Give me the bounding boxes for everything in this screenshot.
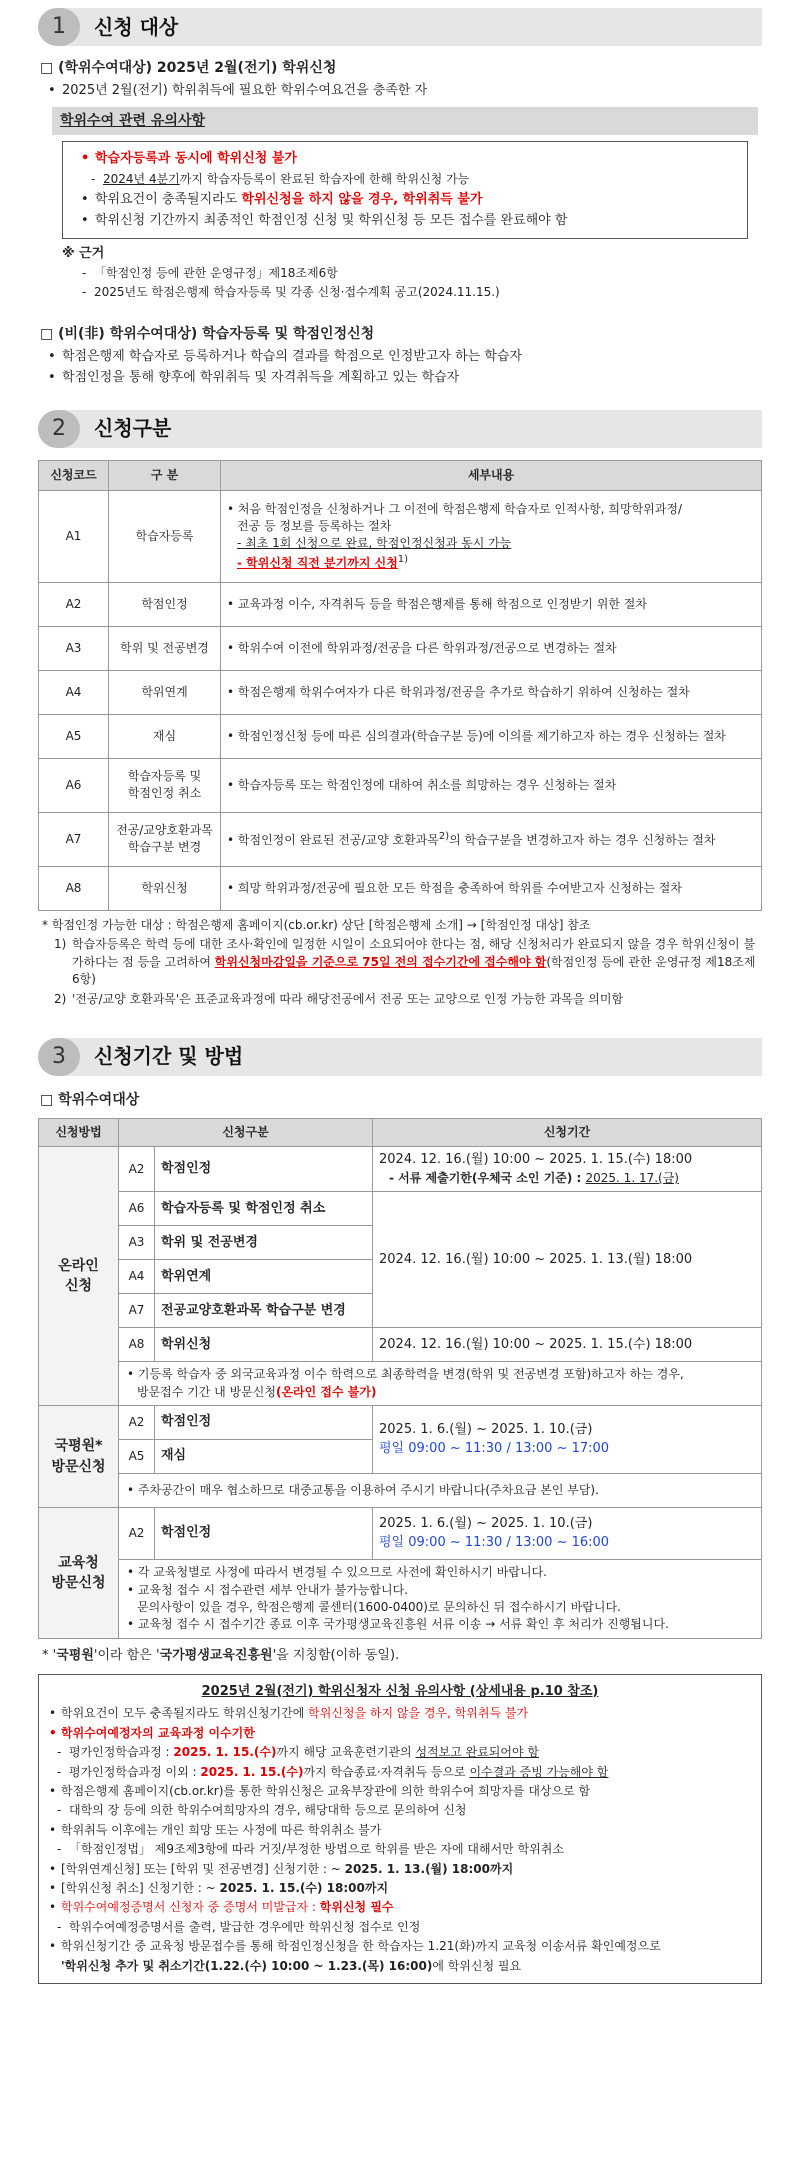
caution-item: • [학위연계신청] 또는 [학위 및 전공변경] 신청기한 : ~ 2025. 1. 13.(월) 18:00까지 (49, 1861, 751, 1878)
table-row: A6 학습자등록 및 학점인정 취소 2024. 12. 16.(월) 10:00 ~ 2025. 1. 13.(월) 18:00 (39, 1192, 762, 1226)
schedule-title: 학위수여대상 (58, 1091, 140, 1108)
caution-subitem: - 「학점인정법」 제9조제3항에 따라 거짓/부정한 방법으로 학위를 받은 자에 대해서만 학위취소 (57, 1841, 751, 1858)
caution-item-continued: '학위신청 추가 및 취소기간(1.22.(수) 10:00 ~ 1.23.(목) 16:00)에 학위신청 필요 (61, 1958, 522, 1973)
caution-item: • 학위수여예정증명서 신청자 중 증명서 미발급자 : 학위신청 필수 (49, 1899, 751, 1916)
table-row: 국평원* 방문신청 A2 학점인정 2025. 1. 6.(월) ~ 2025. 1. 10.(금) 평일 09:00 ~ 11:30 / 13:00 ~ 17:00 (39, 1406, 762, 1440)
basis-title: ※ 근거 (62, 246, 105, 262)
schedule-table (38, 1118, 762, 1639)
non-degree-bullet-1: • 학점은행제 학습자로 등록하거나 학습의 결과를 학점으로 인정받고자 하는 학습자 (46, 348, 762, 367)
degree-notice-title: 학위수여 관련 유의사항 (52, 107, 758, 135)
method-edu-office: 교육청 방문신청 (39, 1508, 119, 1639)
section-3-title: 신청기간 및 방법 (94, 1044, 244, 1069)
notice-bullet-2: • 학위요건이 충족될지라도 학위신청을 하지 않을 경우, 학위취득 불가 (79, 191, 739, 210)
table-row: A3 학위 및 전공변경 (39, 1226, 762, 1260)
notice-bullet-1: • 학습자등록과 동시에 학위신청 불가 (79, 150, 739, 169)
table-row: A8 학위신청 2024. 12. 16.(월) 10:00 ~ 2025. 1. 15.(수) 18:00 (39, 1328, 762, 1362)
caution-subitem: - 학위수여예정증명서를 출력, 발급한 경우에만 학위신청 접수로 인정 (57, 1919, 751, 1936)
degree-target-title: (학위수여대상) 2025년 2월(전기) 학위신청 (58, 60, 337, 76)
caution-subitem: - 평가인정학습과정 : 2025. 1. 15.(수)까지 해당 교육훈련기관의 성적보고 완료되어야 함 (57, 1744, 751, 1761)
table-row: A4 학위연계 (39, 1260, 762, 1294)
table-row: A4 학위연계 • 학점은행제 학위수여자가 다른 학위과정/전공을 추가로 학습하기 위하여 신청하는 절차 (39, 670, 762, 714)
table-row: A7 전공/교양호환과목 학습구분 변경 • 학점인정이 완료된 전공/교양 호환과목$^{2)}$의 학습구분을 변경하고자 하는 경우 신청하는 절차 (39, 812, 762, 866)
table-row: 교육청 방문신청 A2 학점인정 2025. 1. 6.(월) ~ 2025. 1. 10.(금) 평일 09:00 ~ 11:30 / 13:00 ~ 16:00 (39, 1508, 762, 1560)
degree-target-bullet: • 2025년 2월(전기) 학위취득에 필요한 학위수여요건을 충족한 자 (46, 82, 762, 101)
caution-item: • 학점은행제 홈페이지(cb.or.kr)를 통한 학위신청은 교육부장관에 의한 학위수여 희망자를 대상으로 함 (49, 1783, 751, 1800)
table-row: • 주차공간이 매우 협소하므로 대중교통을 이용하여 주시기 바랍니다(주차요금 본인 부담). (39, 1474, 762, 1508)
table-row: • 각 교육청별로 사정에 따라서 변경될 수 있으므로 사전에 확인하시기 바랍니다. • 교육청 접수 시 접수관련 세부 안내가 불가능합니다. 문의사항이 있을 경우, 학점은행제 콜센터(1600-0400)로 문의하신 뒤 접수하시기 바랍니다. • 교육청 접수 시 접수기간 종료 이후 국가평생교육진흥원 서류 이송 → 서류 확인 후 처리가 진행됩니다. (39, 1560, 762, 1639)
basis-item-1: - 「학점인정 등에 관한 운영규정」제18조제6항 (80, 265, 748, 282)
degree-notice (52, 107, 758, 310)
basis-item-2: - 2025년도 학점은행제 학습자등록 및 각종 신청·접수계획 공고(2024.11.15.) (80, 284, 748, 301)
table-row: A5 재심 (39, 1440, 762, 1474)
caution-subitem: - 평가인정학습과정 이외 : 2025. 1. 15.(수)까지 학습종료·자격취득 등으로 이수결과 증빙 가능해야 함 (57, 1764, 751, 1781)
caution-item: • [학위신청 취소] 신청기한 : ~ 2025. 1. 15.(수) 18:00까지 (49, 1880, 751, 1897)
caution-item: • 학위신청기간 중 교육청 방문접수를 통해 학점인정신청을 한 학습자는 1.21(화)까지 교육청 이송서류 확인예정으로 (49, 1938, 751, 1955)
method-online: 온라인 신청 (39, 1147, 119, 1406)
degree-notice-box (62, 141, 748, 239)
col-header-method: 신청방법 (39, 1119, 119, 1147)
table-row: 온라인 신청 A2 학점인정 2024. 12. 16.(월) 10:00 ~ 2025. 1. 15.(수) 18:00 - 서류 제출기한(우체국 소인 기준) : 2025. 1. 17.(금) (39, 1147, 762, 1192)
notice-basis (62, 245, 748, 310)
table-row: A5 재심 • 학점인정신청 등에 따른 심의결과(학습구분 등)에 이의를 제기하고자 하는 경우 신청하는 절차 (39, 714, 762, 758)
notice-dash-1: - 2024년 4분기까지 학습자등록이 완료된 학습자에 한해 학위신청 가능 (89, 171, 739, 188)
table-row: A3 학위 및 전공변경 • 학위수여 이전에 학위과정/전공을 다른 학위과정/전공으로 변경하는 절차 (39, 626, 762, 670)
table-row: A8 학위신청 • 희망 학위과정/전공에 필요한 모든 학점을 충족하여 학위를 수여받고자 신청하는 절차 (39, 866, 762, 910)
non-degree-title: (비(非) 학위수여대상) 학습자등록 및 학점인정신청 (58, 325, 375, 342)
table-row: A6 학습자등록 및 학점인정 취소 • 학습자등록 또는 학점인정에 대하여 취소를 희망하는 경우 신청하는 절차 (39, 758, 762, 812)
col-header-detail: 세부내용 (221, 460, 762, 490)
method-nile: 국평원* 방문신청 (39, 1406, 119, 1508)
col-header-code: 신청코드 (39, 460, 109, 490)
degree-applicant-caution (38, 1674, 762, 1984)
caution-item: • 학위취득 이후에는 개인 희망 또는 사정에 따른 학위취소 불가 (49, 1822, 751, 1839)
section-3-header (38, 1038, 762, 1076)
caution-item: • 학위수여예정자의 교육과정 이수기한 (49, 1725, 751, 1742)
caution-subitem: - 대학의 장 등에 의한 학위수여희망자의 경우, 해당대학 등으로 문의하여 신청 (57, 1802, 751, 1819)
table-row: • 기등록 학습자 중 외국교육과정 이수 학력으로 최종학력을 변경(학위 및 전공변경 포함)하고자 하는 경우, 방문접수 기간 내 방문신청(온라인 접수 불가) (39, 1362, 762, 1406)
col-header-category: 신청구분 (119, 1119, 373, 1147)
table-row: A7 전공교양호환과목 학습구분 변경 (39, 1294, 762, 1328)
application-category-table (38, 460, 762, 911)
col-header-period: 신청기간 (373, 1119, 762, 1147)
degree-target-heading (40, 58, 762, 78)
checkbox-square-icon: □ (40, 325, 54, 342)
section-2-note-2: 2) '전공/교양 호환과목'은 표준교육과정에 따라 해당전공에서 전공 또는 교양으로 인정 가능한 과목을 의미함 (54, 991, 624, 1006)
checkbox-square-icon: □ (40, 1091, 54, 1108)
section-1-number: 1 (38, 8, 80, 46)
section-1-title: 신청 대상 (94, 14, 179, 39)
notice-bullet-3: • 학위신청 기간까지 최종적인 학점인정 신청 및 학위신청 등 모든 접수를 완료해야 함 (79, 212, 739, 231)
section-2-header (38, 410, 762, 448)
table-row: A1 학습자등록 • 처음 학점인정을 신청하거나 그 이전에 학점은행제 학습자로 인적사항, 희망학위과정/ 전공 등 정보를 등록하는 절차 - 최초 1회 신청으로 완료, 학점인정신청과 동시 가능 - 학위신청 직전 분기까지 신청$^{1)}$ (39, 490, 762, 582)
non-degree-bullet-2: • 학점인정을 통해 향후에 학위취득 및 자격취득을 계획하고 있는 학습자 (46, 369, 762, 388)
non-degree-heading (40, 324, 762, 344)
section-1-header (38, 8, 762, 46)
section-2-title: 신청구분 (94, 416, 172, 441)
section-3-number: 3 (38, 1038, 80, 1076)
checkbox-square-icon: □ (40, 60, 54, 76)
section-2-note-1: 1) 학습자등록은 학력 등에 대한 조사·확인에 일정한 시일이 소요되어야 한다는 점, 해당 신청처리가 완료되지 않을 경우 학위신청이 불가하다는 점 등을 고려하여 학위신청마감일을 기준으로 75일 전의 접수기간에 접수해야 함(학점인정 등에 관한 운영규정 제18조제6항) (54, 937, 756, 987)
table-row: A2 학점인정 • 교육과정 이수, 자격취득 등을 학점은행제를 통해 학점으로 인정받기 위한 절차 (39, 582, 762, 626)
schedule-heading (40, 1090, 762, 1110)
col-header-category: 구 분 (109, 460, 221, 490)
section-2-number: 2 (38, 410, 80, 448)
section-2-footnote: * 학점인정 가능한 대상 : 학점은행제 홈페이지(cb.or.kr) 상단 [학점은행제 소개] → [학점인정 대상] 참조 (42, 917, 591, 932)
caution-item: • 학위요건이 모두 충족될지라도 학위신청기간에 학위신청을 하지 않을 경우, 학위취득 불가 (49, 1705, 751, 1722)
caution-title: 2025년 2월(전기) 학위신청자 신청 유의사항 (상세내용 p.10 참조) (201, 1683, 599, 1699)
section-3-footnote: * '국평원'이라 함은 '국가평생교육진흥원'을 지칭함(이하 동일). (42, 1647, 400, 1663)
